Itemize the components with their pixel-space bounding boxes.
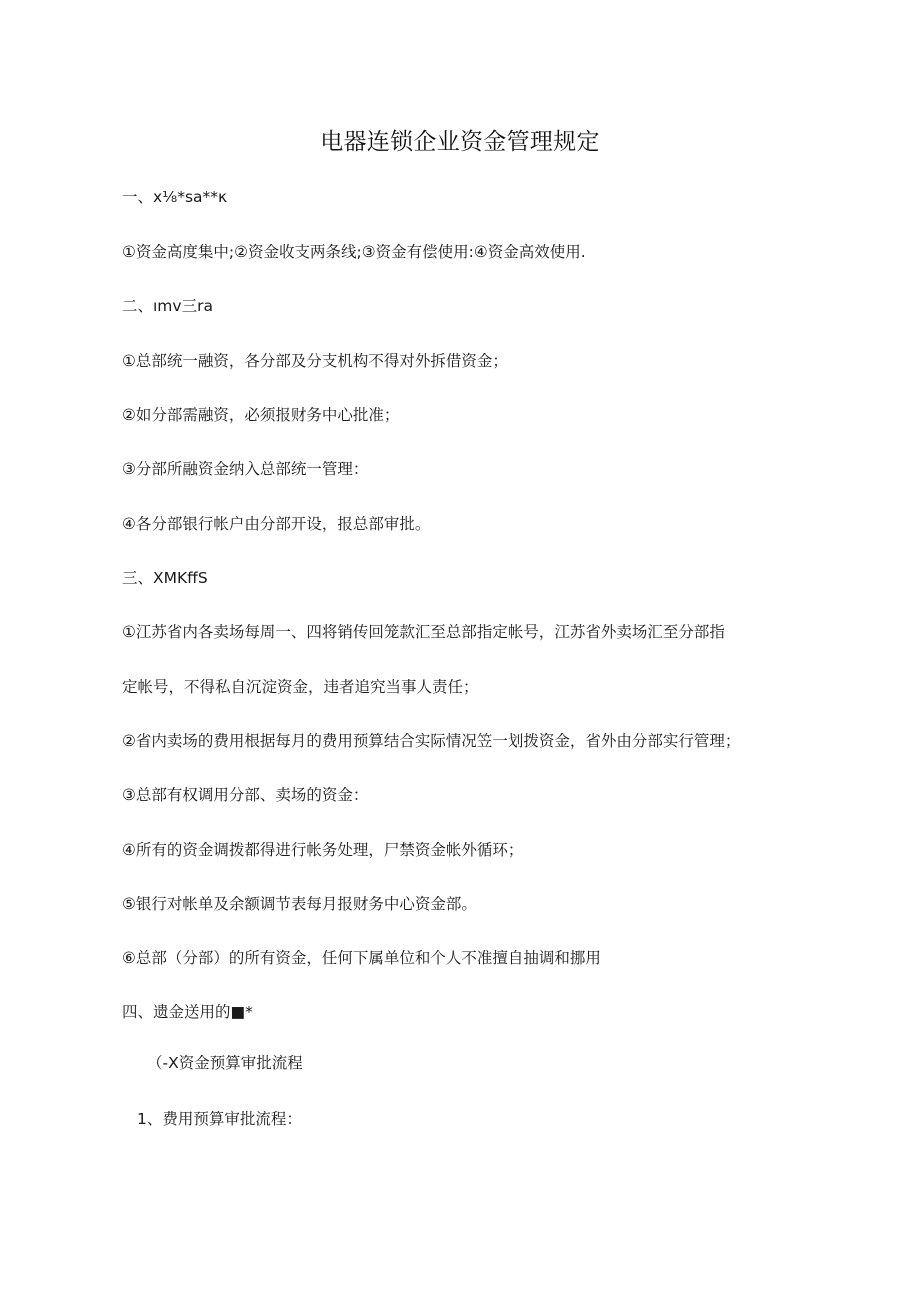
- paragraph: ④各分部银行帐户由分部开设，报总部审批。: [122, 515, 431, 533]
- document-title: 电器连锁企业资金管理规定: [320, 129, 600, 155]
- paragraph: ③分部所融资金纳入总部统一管理：: [122, 460, 369, 478]
- section-heading-4: 四、遗金送用的■*: [122, 1003, 253, 1021]
- paragraph: ①资金高度集中;②资金收支两条线;③资金有偿使用:④资金高效使用.: [122, 243, 586, 261]
- paragraph: ②如分部需融资，必须报财务中心批准；: [122, 406, 400, 424]
- sub-item-heading: 1、费用预算审批流程：: [137, 1110, 302, 1128]
- paragraph: ①总部统一融资，各分部及分支机构不得对外拆借资金；: [122, 352, 508, 370]
- section-heading-2: 二、ımv三ra: [122, 297, 213, 315]
- paragraph-continuation: 定帐号，不得私自沉淀资金，违者追究当事人责任；: [122, 678, 479, 696]
- subsection-heading: （-X资金预算审批流程: [147, 1054, 303, 1072]
- paragraph: ⑤银行对帐单及余额调节表每月报财务中心资金部。: [122, 895, 477, 913]
- paragraph: ②省内卖场的费用根据每月的费用预算结合实际情况笠一划拨资金，省外由分部实行管理；: [122, 732, 741, 750]
- section-heading-1: 一、x⅛*sa**κ: [122, 188, 228, 206]
- paragraph: ①江苏省内各卖场每周一、四将销传回笼款汇至总部指定帐号，江苏省外卖场汇至分部指: [122, 623, 725, 641]
- paragraph: ⑥总部（分部）的所有资金，任何下属单位和个人不准擅自抽调和挪用: [122, 949, 601, 967]
- paragraph: ③总部有权调用分部、卖场的资金：: [122, 786, 369, 804]
- section-heading-3: 三、XMKffS: [122, 569, 208, 587]
- paragraph: ④所有的资金调拨都得进行帐务处理，尸禁资金帐外循环；: [122, 841, 524, 859]
